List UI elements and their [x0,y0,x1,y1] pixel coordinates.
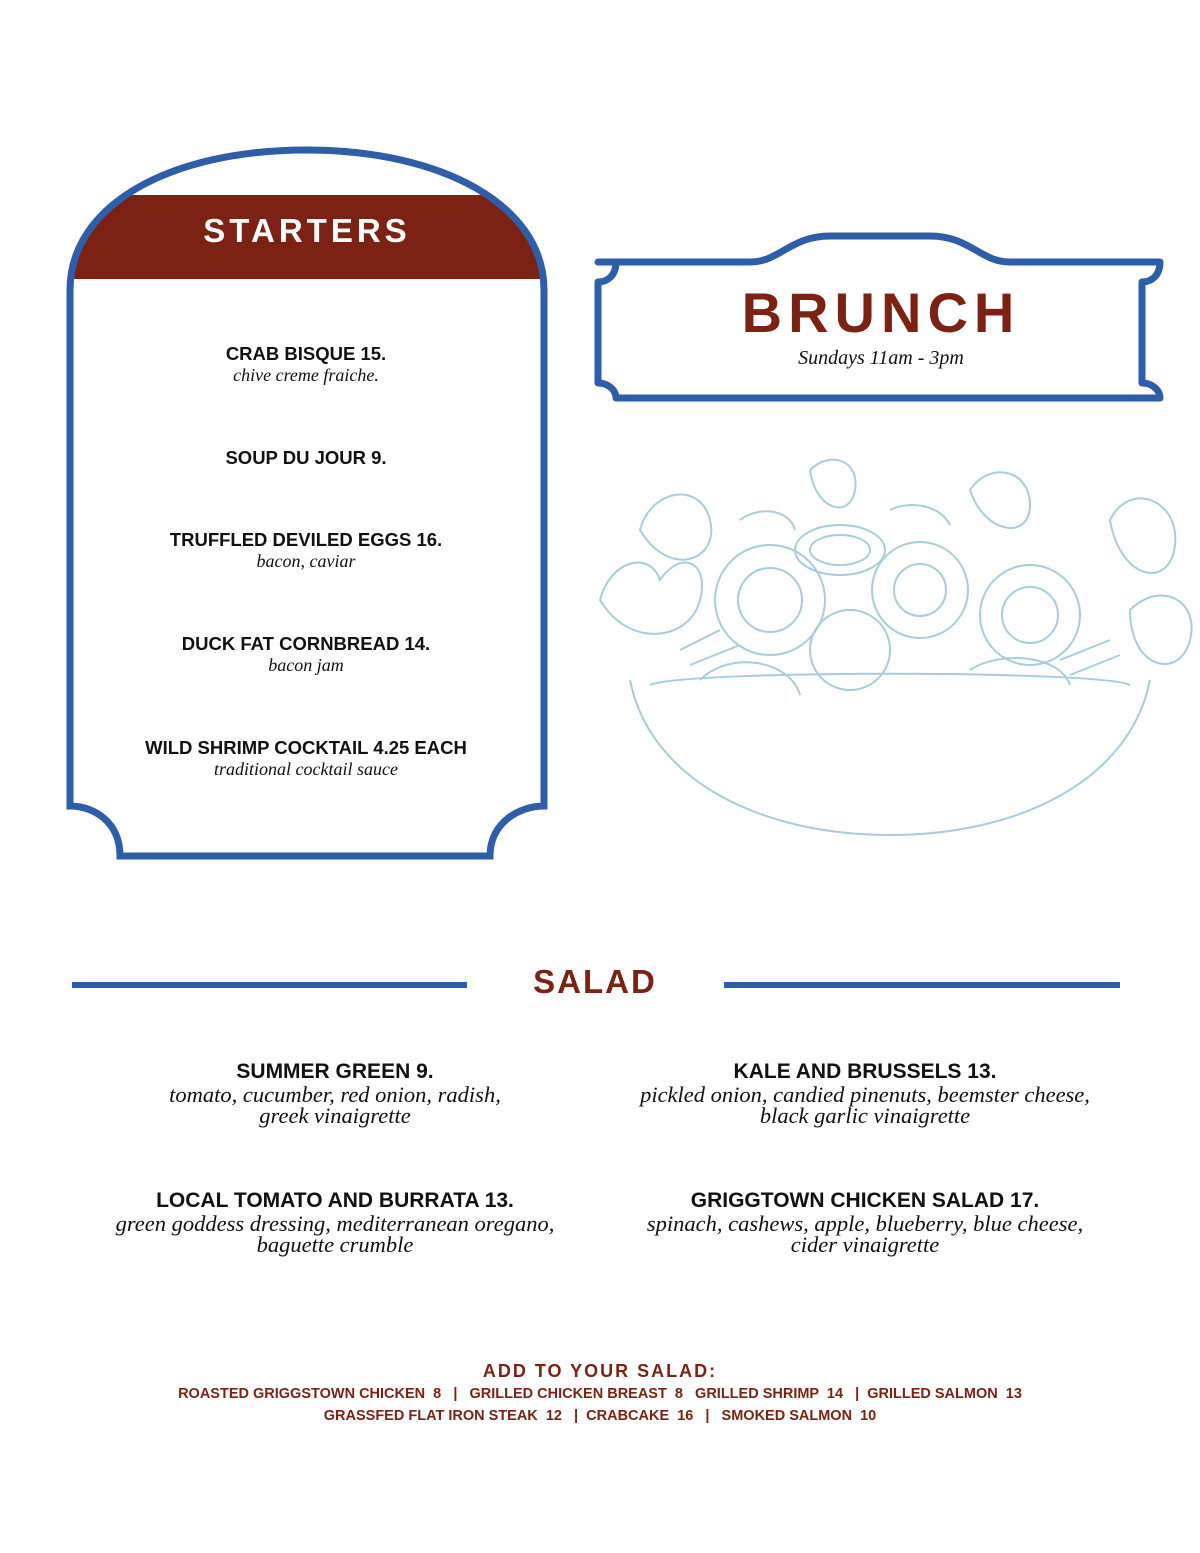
salad-rule-right [724,982,1120,988]
addon-line: ROASTED GRIGGSTOWN CHICKEN 8 | GRILLED CHICKEN BREAST 8 GRILLED SHRIMP 14 | GRILLED SALMON 13 [178,1386,1022,1402]
salad-rule-left [72,982,467,988]
salad-desc: black garlic vinaigrette [759,1103,971,1128]
salad-desc: green goddess dressing, mediterranean oregano, [115,1211,555,1236]
salad-desc: greek vinaigrette [259,1103,411,1128]
brunch-title: BRUNCH [741,281,1021,344]
starters-title: STARTERS [203,212,411,249]
starter-name: CRAB BISQUE 15. [225,343,387,364]
starter-name: TRUFFLED DEVILED EGGS 16. [169,529,443,550]
salad-item [65,1060,605,1126]
starter-name: WILD SHRIMP COCKTAIL 4.25 EACH [145,737,467,758]
addon-line: GRASSFED FLAT IRON STEAK 12 | CRABCAKE 16 | SMOKED SALMON 10 [323,1408,877,1424]
salad-item [65,1189,605,1255]
salad-name: LOCAL TOMATO AND BURRATA 13. [156,1189,514,1212]
salad-desc: tomato, cucumber, red onion, radish, [169,1082,501,1107]
salad-desc: pickled onion, candied pinenuts, beemster cheese, [640,1082,1090,1107]
salad-item [595,1060,1135,1126]
starter-desc: chive creme fraiche. [233,365,379,385]
starter-name: DUCK FAT CORNBREAD 14. [181,633,431,654]
salad-name: KALE AND BRUSSELS 13. [733,1060,997,1083]
salad-heading: SALAD [533,963,657,1000]
starter-desc: bacon, caviar [256,551,356,571]
salad-desc: spinach, cashews, apple, blueberry, blue cheese, [646,1211,1084,1236]
brunch-hours: Sundays 11am - 3pm [798,347,964,369]
salad-desc: cider vinaigrette [790,1232,940,1257]
salad-name: GRIGGTOWN CHICKEN SALAD 17. [690,1189,1040,1212]
salad-item [595,1189,1135,1255]
starter-desc: traditional cocktail sauce [214,759,398,779]
salad-bowl-illustration [590,450,1200,850]
starter-desc: bacon jam [268,655,344,675]
salad-name: SUMMER GREEN 9. [236,1060,434,1083]
starter-name: SOUP DU JOUR 9. [225,447,387,468]
salad-desc: baguette crumble [256,1232,414,1257]
addon-title: ADD TO YOUR SALAD: [482,1361,718,1381]
